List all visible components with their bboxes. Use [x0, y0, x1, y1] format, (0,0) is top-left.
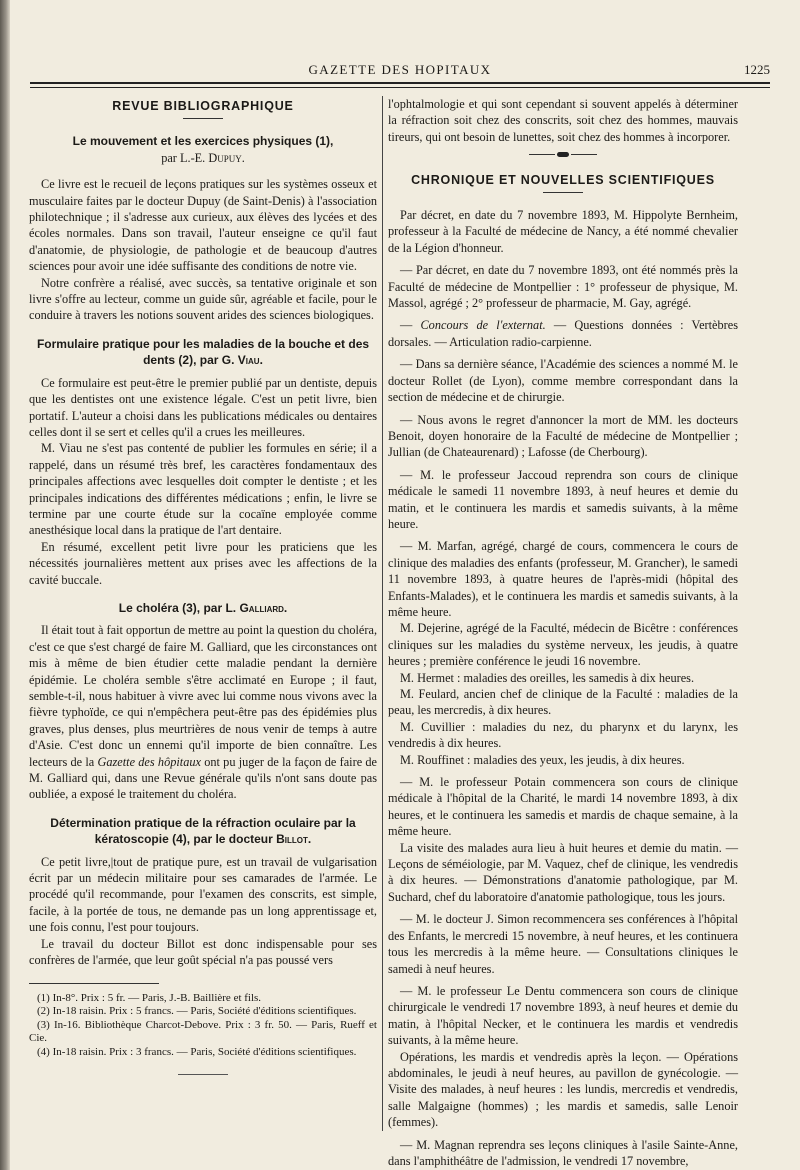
article-title-text: Formulaire pratique pour les maladies de la bouche et des dents (2), par G.: [36, 336, 370, 368]
page-number: 1225: [744, 62, 770, 77]
section-rule: [183, 118, 223, 119]
news-item: M. Cuvillier : maladies du nez, du pharynx et du larynx, les vendredis à dix heures.: [388, 719, 738, 751]
paragraph: M. Viau ne s'est pas contenté de publier les formules en série; il a rappelé, dans un résumé très bref, les caractères fondamentaux des principales affections avec lesquelles doit compter le dentiste ; et les principales indications des différentes médications ; enfin, le livre se termine par une courte étude sur la cocaïne employée comme anesthésique local dans la pratique de l'art dentaire.: [29, 441, 377, 538]
article-title-formulaire: [29, 336, 377, 369]
article-title-mouvement: Le mouvement et les exercices physiques (1),: [72, 134, 334, 149]
footnote-4: (4) In-18 raisin. Prix : 3 francs. — Paris, Société d'éditions scientifiques.: [37, 1045, 357, 1058]
book-spine-shadow: [0, 0, 10, 1170]
news-item: — Par décret, en date du 7 novembre 1893, ont été nommés près la Faculté de médecine de Montpellier : 1° professeur de physique, M. Massol, agrégé ; 2° professeur de pharmacie, M. Gay, agrégé.: [388, 263, 738, 311]
news-item: — M. le professeur Le Dentu commencera son cours de clinique chirurgicale le vendredi 17 novembre 1893, à neuf heures et demie du matin, à l'hôpital Necker, et le continuera les mardis et vendredis suivants, à la même heure.: [388, 983, 738, 1048]
paragraph: Ce formulaire est peut-être le premier publié par un dentiste, depuis que les dentistes ont une existence légale. C'est un petit livre, bien portatif. L'auteur a choisi dans les publications médicales ou dentaires celles dont il se sert et celles qu'il a crues les meilleures.: [29, 375, 377, 439]
author-name: Dupuy.: [208, 150, 245, 165]
news-item: — Nous avons le regret d'annoncer la mort de MM. les docteurs Benoit, doyen honoraire de la Faculté de médecine de Montpellier ; Jullian (de Chateaurenard) ; Lafosse (de Cherbourg).: [388, 412, 738, 460]
author-name: Galliard.: [239, 600, 288, 615]
paragraph: [29, 622, 377, 802]
paragraph: Ce petit livre,|tout de pratique pure, est un travail de vulgarisation écrit par un médecin militaire pour ses camarades de l'armée. Le procédé qu'il recommande, pour l'examen des conscrits, est simple, facile, à la portée de tous, ne demande pas un long apprentissage et, une fois connu, l'est pour toujours.: [29, 854, 377, 935]
paragraph: En résumé, excellent petit livre pour les praticiens que les nécessités journalières mettent aux prises avec les affections de la cavité buccale.: [29, 539, 377, 587]
news-item: M. Rouffinet : maladies des yeux, les jeudis, à dix heures.: [400, 752, 685, 767]
article-byline-mouvement: [29, 150, 377, 166]
text-run: ont pu juger de la façon de faire de M. Galliard qui, dans une Revue générale qu'ils n'ont sans doute pas oubliée, a exposé le traitement du choléra.: [29, 754, 378, 802]
news-item: — M. le professeur Potain commencera son cours de clinique médicale à l'hôpital de la Charité, le mardi 14 novembre 1893, à dix heures, et le continuera les samedis et mardis de chaque semaine, à la même heure.: [388, 775, 738, 839]
journal-reference: Gazette des hôpitaux: [97, 754, 201, 769]
news-item: — Dans sa dernière séance, l'Académie des sciences a nommé M. le docteur Rollet (de Lyon), comme membre correspondant dans la section de médecine et de chirurgie.: [388, 357, 738, 405]
news-item: — M. le professeur Jaccoud reprendra son cours de clinique médicale le samedi 11 novembre 1893, à neuf heures et demie du matin, et le continuera les mardis et samedis suivants, à la même heure.: [388, 467, 738, 531]
footnote-2: (2) In-18 raisin. Prix : 5 francs. — Paris, Société d'éditions scientifiques.: [37, 1005, 357, 1018]
end-ornament: [29, 1063, 377, 1079]
paragraph: Ce livre est le recueil de leçons pratiques sur les systèmes osseux et musculaire faites par le docteur Dupuy (de Saint-Denis) à l'association philotechnique ; il s'adresse aux curieux, aux élèves des lycées et des écoles normales. Dans son travail, l'auteur enseigne ce qu'il faut d'anatomie, de physiologie, de pathologie et de beaucoup d'autres sciences pour avoir une idée suffisante des conditions de notre vie.: [29, 177, 377, 274]
paragraph: Notre confrère a réalisé, avec succès, sa tentative originale et son livre s'offre au lecteur, comme un guide sûr, agréable et facile, pour le conduire à travers les notions souvent arides des sciences biologiques.: [29, 275, 377, 323]
header-rule-thin: [30, 87, 770, 88]
article-title-cholera: [29, 600, 377, 616]
paragraph: Le travail du docteur Billot est donc indispensable pour ses confrères de l'armée, que leur goût spécial n'a pas poussé vers: [29, 936, 377, 968]
author-name: Billot.: [276, 832, 312, 847]
footnote-rule: [29, 983, 159, 984]
news-item: Par décret, en date du 7 novembre 1893, M. Hippolyte Bernheim, professeur à la Faculté de médecine de Nancy, a été nommé chevalier de la Légion d'honneur.: [388, 208, 738, 255]
page-header: [30, 60, 770, 80]
journal-title: GAZETTE DES HOPITAUX: [308, 62, 492, 77]
article-title-text: Le choléra (3), par L.: [118, 600, 237, 615]
byline-prefix: par L.-E.: [161, 150, 209, 165]
header-rule-thick: [30, 82, 770, 84]
news-item: La visite des malades aura lieu à huit heures et demie du matin. — Leçons de séméiologie, par M. Vaquez, chef de clinique, les vendredis à dix heures. — Démonstrations d'anatomie pathologique, par M. Suchard, chef du laboratoire d'anatomie pathologique, tous les jours.: [388, 840, 738, 904]
left-column: [29, 96, 377, 1080]
paragraph-continuation: l'ophtalmologie et qui sont cependant si souvent appelés à déterminer la réfraction soit chez des conscrits, soit chez des hommes, mauvais tireurs, qui ont besoin de lunettes, soit chez des hommes à incorporer.: [388, 97, 738, 144]
news-item-concours: [388, 317, 738, 350]
news-item: M. Hermet : maladies des oreilles, les samedis à dix heures.: [400, 670, 695, 685]
right-column: [388, 96, 738, 1169]
news-item: — M. Marfan, agrégé, chargé de cours, commencera le cours de clinique des maladies des enfants (professeur, M. Grancher), le samedi 11 novembre 1893, à quatre heures de l'après-midi (hôpital des Enfants-Malades), et le continuera les mardis et samedis suivants, à la même heure.: [388, 539, 738, 619]
article-title-text: Détermination pratique de la réfraction oculaire par la kératoscopie (4), par le docteur: [50, 815, 356, 847]
section-ornament: [388, 147, 738, 163]
column-divider: [382, 96, 383, 1131]
section-rule: [543, 192, 583, 193]
text-run: — Questions données : Vertèbres dorsales. — Articulation radio-carpienne.: [388, 318, 738, 349]
text-run: —: [400, 318, 421, 333]
footnote-3: (3) In-16. Bibliothèque Charcot-Debove. Prix : 3 fr. 50. — Paris, Rueff et Cie.: [29, 1018, 377, 1045]
concours-title: Concours de l'externat.: [420, 318, 546, 333]
news-item: Opérations, les mardis et vendredis après la leçon. — Opérations abdominales, le jeudi à neuf heures, au pavillon de gynécologie. — Visite des malades, à neuf heures : les lundis, mercredis et vendredis, salle Malgaigne (hommes) ; les mardis et samedis, salle Lenoir (femmes).: [388, 1049, 738, 1130]
text-run: Il était tout à fait opportun de mettre au point la question du choléra, c'est ce que s'est chargé de faire M. Galliard, que les circonstances ont mis à même de bien étudier cette maladie pendant la dernière épidémie. Le choléra semble s'être acclimaté en Europe ; il faut, semble-t-il, nous habituer à vivre avec lui comme nous vivons avec la fièvre typhoïde, ce qui n'empêchera peut-être pas des épidémies plus graves, plus denses, plus meurtrières de nous venir de temps à autre d'Asie. C'est donc un ennemi qu'il importe de bien connaître. Les lecteurs de la: [29, 623, 378, 769]
section-title-chronique: CHRONIQUE ET NOUVELLES SCIENTIFIQUES: [411, 172, 715, 187]
section-title-revue: REVUE BIBLIOGRAPHIQUE: [112, 99, 294, 113]
footnote-1: (1) In-8°. Prix : 5 fr. — Paris, J.-B. Baillière et fils.: [37, 991, 262, 1004]
article-title-refraction: [29, 815, 377, 848]
news-item: — M. Magnan reprendra ses leçons cliniques à l'asile Sainte-Anne, dans l'amphithéâtre de l'admission, le vendredi 17 novembre,: [388, 1137, 738, 1168]
news-item: M. Dejerine, agrégé de la Faculté, médecin de Bicêtre : conférences cliniques sur les maladies du système nerveux, les jeudis, à quatre heures ; première conférence le jeudi 16 novembre.: [388, 621, 738, 669]
news-item: M. Feulard, ancien chef de clinique de la Faculté : maladies de la peau, les mercredis, à dix heures.: [388, 687, 738, 718]
news-item: — M. le docteur J. Simon recommencera ses conférences à l'hôpital des Enfants, le mercredi 15 novembre, à neuf heures, et les continuera tous les mercredis à la même heure. — Consultations cliniques le samedi à neuf heures.: [388, 912, 738, 976]
author-name: Viau.: [237, 353, 263, 368]
